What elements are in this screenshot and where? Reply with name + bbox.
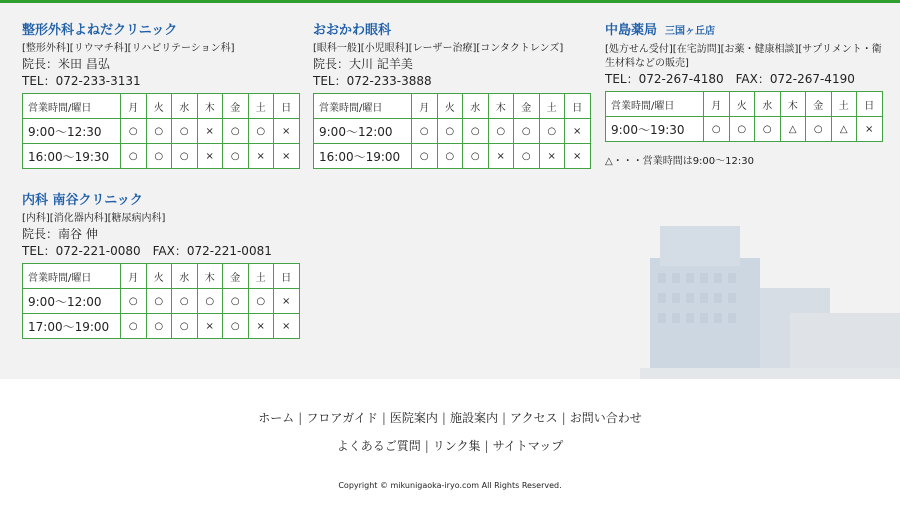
hours-mark: ○ bbox=[121, 119, 147, 144]
nav-separator: | bbox=[501, 411, 507, 425]
clinic-contact: TEL：072-233-3131 bbox=[22, 74, 141, 88]
hours-mark: ○ bbox=[121, 314, 147, 339]
day-header: 火 bbox=[437, 94, 463, 119]
hours-table bbox=[22, 263, 300, 339]
clinic-name: 中島薬局 bbox=[605, 23, 658, 38]
day-header: 木 bbox=[488, 94, 514, 119]
hours-mark: ○ bbox=[223, 314, 249, 339]
nav-separator: | bbox=[484, 439, 489, 453]
nav-separator: | bbox=[381, 411, 386, 425]
day-header: 木 bbox=[197, 94, 223, 119]
hours-mark: ○ bbox=[437, 119, 463, 144]
hours-header-label: 営業時間/曜日 bbox=[23, 264, 121, 289]
hours-mark: ○ bbox=[488, 119, 514, 144]
hours-mark: ○ bbox=[729, 117, 755, 142]
day-header: 土 bbox=[831, 92, 857, 117]
clinic-name-row bbox=[605, 23, 885, 40]
nav-separator: | bbox=[424, 439, 429, 453]
day-header: 金 bbox=[806, 92, 832, 117]
hours-mark: ○ bbox=[146, 289, 172, 314]
footer-link-contact[interactable]: お問い合わせ bbox=[569, 411, 642, 425]
day-header: 日 bbox=[857, 92, 883, 117]
footer-link-links[interactable]: リンク集 bbox=[432, 439, 481, 453]
day-header: 木 bbox=[780, 92, 806, 117]
day-header: 水 bbox=[172, 264, 198, 289]
day-header: 日 bbox=[274, 94, 300, 119]
hours-mark: × bbox=[565, 144, 591, 169]
footer-link-facilities[interactable]: 施設案内 bbox=[449, 411, 498, 425]
footer-link-home[interactable]: ホーム bbox=[258, 411, 295, 425]
day-header: 金 bbox=[223, 264, 249, 289]
copyright: Copyright © mikunigaoka-iryo.com All Rights Reserved. bbox=[338, 481, 562, 490]
clinic-departments bbox=[605, 43, 885, 71]
hours-time: 17:00〜19:00 bbox=[23, 314, 121, 339]
hours-table bbox=[313, 93, 591, 169]
hours-time: 16:00〜19:30 bbox=[23, 144, 121, 169]
day-header: 火 bbox=[146, 94, 172, 119]
day-header: 土 bbox=[539, 94, 565, 119]
hours-mark: × bbox=[197, 314, 223, 339]
hours-mark: ○ bbox=[463, 144, 489, 169]
day-header: 水 bbox=[755, 92, 781, 117]
hours-mark: ○ bbox=[197, 289, 223, 314]
hours-mark: ○ bbox=[223, 119, 249, 144]
hours-mark: ○ bbox=[172, 144, 198, 169]
clinic-name: 整形外科よねだクリニック bbox=[22, 23, 178, 38]
hours-table bbox=[22, 93, 300, 169]
day-header: 月 bbox=[704, 92, 730, 117]
hours-time: 9:00〜12:30 bbox=[23, 119, 121, 144]
day-header: 月 bbox=[121, 264, 147, 289]
nav-separator: | bbox=[298, 411, 303, 425]
hours-mark: ○ bbox=[223, 289, 249, 314]
clinic-departments: [内科][消化器内科][糖尿病内科] bbox=[22, 213, 166, 224]
clinic-departments-line: [処方せん受付][在宅訪問][お薬・健康相談][サプリメント・衛 bbox=[605, 44, 882, 55]
clinic-branch: 三国ヶ丘店 bbox=[665, 26, 716, 37]
clinic-name: おおかわ眼科 bbox=[313, 23, 392, 38]
hours-mark: ○ bbox=[437, 144, 463, 169]
hours-mark: ○ bbox=[806, 117, 832, 142]
hours-mark: ○ bbox=[463, 119, 489, 144]
day-header: 水 bbox=[463, 94, 489, 119]
hours-mark: ○ bbox=[121, 289, 147, 314]
footer-link-clinics[interactable]: 医院案内 bbox=[389, 411, 438, 425]
clinic-director: 院長：南谷 伸 bbox=[22, 227, 98, 241]
clinic-card-minamitani bbox=[22, 193, 300, 339]
clinic-director: 院長：米田 昌弘 bbox=[22, 57, 110, 71]
day-header: 金 bbox=[514, 94, 540, 119]
hours-mark: ○ bbox=[514, 119, 540, 144]
hours-mark: ○ bbox=[172, 314, 198, 339]
hours-mark: ○ bbox=[146, 314, 172, 339]
day-header: 日 bbox=[565, 94, 591, 119]
hours-mark: × bbox=[248, 144, 274, 169]
hours-mark: △ bbox=[831, 117, 857, 142]
hours-mark: ○ bbox=[248, 119, 274, 144]
clinic-departments-line: 生材料などの販売] bbox=[605, 58, 689, 69]
hours-note: △・・・営業時間は9:00〜12:30 bbox=[605, 156, 754, 167]
day-header: 火 bbox=[729, 92, 755, 117]
day-header: 火 bbox=[146, 264, 172, 289]
footer-link-floor-guide[interactable]: フロアガイド bbox=[306, 411, 378, 425]
clinic-director: 院長：大川 記羊美 bbox=[313, 57, 413, 71]
hours-mark: ○ bbox=[412, 144, 438, 169]
hours-mark: × bbox=[197, 144, 223, 169]
footer-link-sitemap[interactable]: サイトマップ bbox=[492, 439, 564, 453]
nav-separator: | bbox=[441, 411, 446, 425]
hours-header-label: 営業時間/曜日 bbox=[314, 94, 412, 119]
hours-mark: × bbox=[274, 119, 300, 144]
hours-mark: ○ bbox=[146, 144, 172, 169]
hours-mark: × bbox=[274, 314, 300, 339]
footer-nav bbox=[0, 404, 900, 460]
footer-link-faq[interactable]: よくあるご質問 bbox=[336, 439, 421, 453]
footer-nav-row-1 bbox=[0, 404, 900, 432]
nav-separator: | bbox=[561, 411, 566, 425]
day-header: 木 bbox=[197, 264, 223, 289]
hours-header-label: 営業時間/曜日 bbox=[23, 94, 121, 119]
clinic-card-yoneda bbox=[22, 23, 300, 169]
clinic-name: 内科 南谷クリニック bbox=[22, 193, 143, 208]
hours-mark: ○ bbox=[412, 119, 438, 144]
hours-mark: × bbox=[857, 117, 883, 142]
hours-header-label: 営業時間/曜日 bbox=[606, 92, 704, 117]
hours-mark: ○ bbox=[172, 119, 198, 144]
hours-time: 9:00〜12:00 bbox=[314, 119, 412, 144]
hours-time: 9:00〜19:30 bbox=[606, 117, 704, 142]
day-header: 水 bbox=[172, 94, 198, 119]
footer-link-access[interactable]: アクセス bbox=[510, 411, 558, 425]
hours-mark: × bbox=[539, 144, 565, 169]
day-header: 月 bbox=[412, 94, 438, 119]
hours-mark: ○ bbox=[755, 117, 781, 142]
hours-mark: × bbox=[274, 289, 300, 314]
clinic-departments: [整形外科][リウマチ科][リハビリテーション科] bbox=[22, 43, 235, 54]
hours-mark: ○ bbox=[121, 144, 147, 169]
hours-time: 9:00〜12:00 bbox=[23, 289, 121, 314]
day-header: 金 bbox=[223, 94, 249, 119]
hours-mark: ○ bbox=[146, 119, 172, 144]
clinic-info-section bbox=[0, 3, 900, 379]
hours-mark: △ bbox=[780, 117, 806, 142]
hours-time: 16:00〜19:00 bbox=[314, 144, 412, 169]
clinic-card-nakajima-pharmacy bbox=[605, 23, 885, 167]
hours-mark: ○ bbox=[172, 289, 198, 314]
clinic-contact: TEL：072-267-4180 FAX：072-267-4190 bbox=[605, 72, 855, 86]
hours-mark: ○ bbox=[539, 119, 565, 144]
hours-mark: × bbox=[274, 144, 300, 169]
hours-mark: ○ bbox=[704, 117, 730, 142]
day-header: 月 bbox=[121, 94, 147, 119]
day-header: 土 bbox=[248, 94, 274, 119]
hours-mark: ○ bbox=[514, 144, 540, 169]
hours-mark: × bbox=[248, 314, 274, 339]
day-header: 土 bbox=[248, 264, 274, 289]
hours-mark: ○ bbox=[248, 289, 274, 314]
building-photo bbox=[640, 218, 900, 379]
hours-mark: ○ bbox=[223, 144, 249, 169]
clinic-contact: TEL：072-233-3888 bbox=[313, 74, 432, 88]
footer-nav-row-2 bbox=[0, 432, 900, 460]
hours-table bbox=[605, 91, 883, 142]
hours-mark: × bbox=[488, 144, 514, 169]
hours-mark: × bbox=[565, 119, 591, 144]
clinic-card-okawa bbox=[313, 23, 591, 169]
clinic-contact: TEL：072-221-0080 FAX：072-221-0081 bbox=[22, 244, 272, 258]
clinic-departments: [眼科一般][小児眼科][レーザー治療][コンタクトレンズ] bbox=[313, 43, 564, 54]
day-header: 日 bbox=[274, 264, 300, 289]
hours-mark: × bbox=[197, 119, 223, 144]
